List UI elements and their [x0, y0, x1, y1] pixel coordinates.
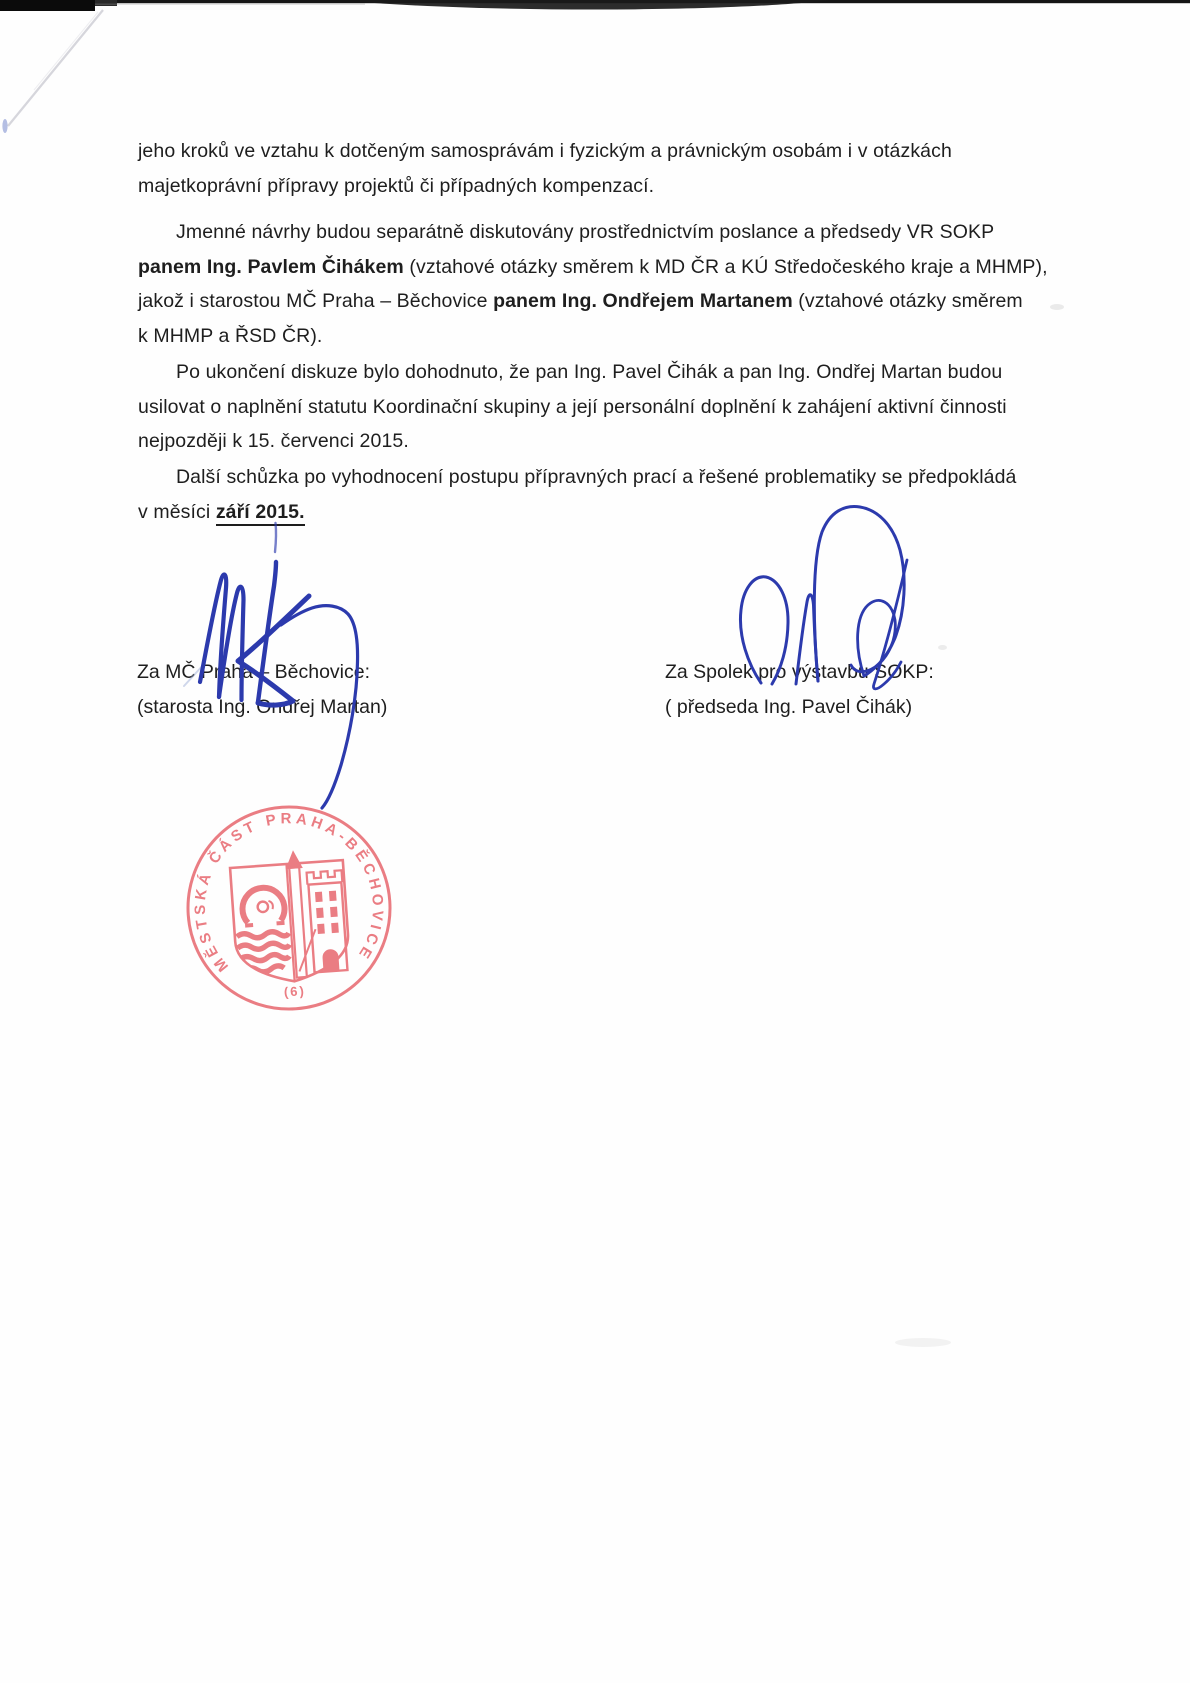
signatory-party: Za MČ Praha – Běchovice:: [137, 661, 371, 683]
scan-smudge: [1050, 304, 1064, 310]
signature-label-right: [665, 655, 934, 725]
municipal-stamp: [183, 802, 395, 1014]
underlined-date: září 2015.: [216, 501, 305, 526]
signatory-name: ( předseda Ing. Pavel Čihák): [665, 696, 913, 718]
text-line: nejpozději k 15. červenci 2015.: [138, 430, 409, 453]
paragraph-4: [138, 460, 1017, 529]
text-span: v měsíci: [138, 500, 216, 523]
text-line: Po ukončení diskuze bylo dohodnuto, že pan Ing. Pavel Čihák a pan Ing. Ondřej Martan budou: [176, 361, 1003, 383]
text-span: jakož i starostou MČ Praha – Běchovice: [138, 290, 494, 313]
scan-artifact-top-bar: [0, 0, 1190, 22]
tower-gate: [322, 949, 339, 972]
paragraph-1: [138, 134, 952, 203]
stamp-shield: [229, 849, 351, 985]
horseshoe-icon: [241, 886, 285, 923]
text-line: [138, 284, 1048, 319]
scan-artifact-fold-line: [2, 10, 103, 133]
text-line: Jmenné návrhy budou separátně diskutovány prostřednictvím poslance a předsedy VR SOKP: [176, 221, 995, 243]
stamp-number: (6): [283, 983, 307, 1000]
text-line: Další schůzka po vyhodnocení postupu přípravných prací a řešené problematiky se předpokládá: [176, 466, 1017, 488]
text-line: usilovat o naplnění statutu Koordinační skupiny a její personální doplnění k zahájení aktivní činnosti: [138, 395, 1007, 418]
posthorn-icon: [257, 901, 268, 912]
paragraph-3: [138, 355, 1007, 459]
signatory-name: (starosta Ing. Ondřej Martan): [137, 696, 388, 718]
municipal-stamp-art: [183, 802, 395, 1014]
scan-smudge: [895, 1338, 951, 1347]
text-span: (vztahové otázky směrem k MD ČR a KÚ Středočeského kraje a MHMP),: [403, 255, 1048, 278]
tower-windows: [315, 891, 342, 972]
scan-smudge: [938, 645, 947, 650]
signature-label-left: [137, 655, 387, 725]
paragraph-2: [138, 215, 1048, 353]
text-line: majetkoprávní přípravy projektů či případných kompenzací.: [138, 174, 655, 197]
wavy-stripes: [237, 931, 292, 974]
text-span: (vztahové otázky směrem: [792, 290, 1023, 313]
bold-name-cihak: panem Ing. Pavlem Čihákem: [138, 255, 404, 278]
ink-speck: [2, 119, 7, 133]
bold-name-martan: panem Ing. Ondřejem Martanem: [493, 290, 793, 313]
text-line: jeho kroků ve vztahu k dotčeným samosprávám i fyzickým a právnickým osobám i v otázkách: [138, 140, 952, 162]
text-line: k MHMP a ŘSD ČR).: [138, 324, 323, 347]
signatory-party: Za Spolek pro výstavbu SOKP:: [665, 661, 934, 683]
text-line: [138, 250, 1048, 285]
text-line: [138, 495, 1017, 530]
stamp-ring-text: MĚSTSKÁ ČÁST PRAHA-BĚCHOVICE: [191, 810, 387, 975]
